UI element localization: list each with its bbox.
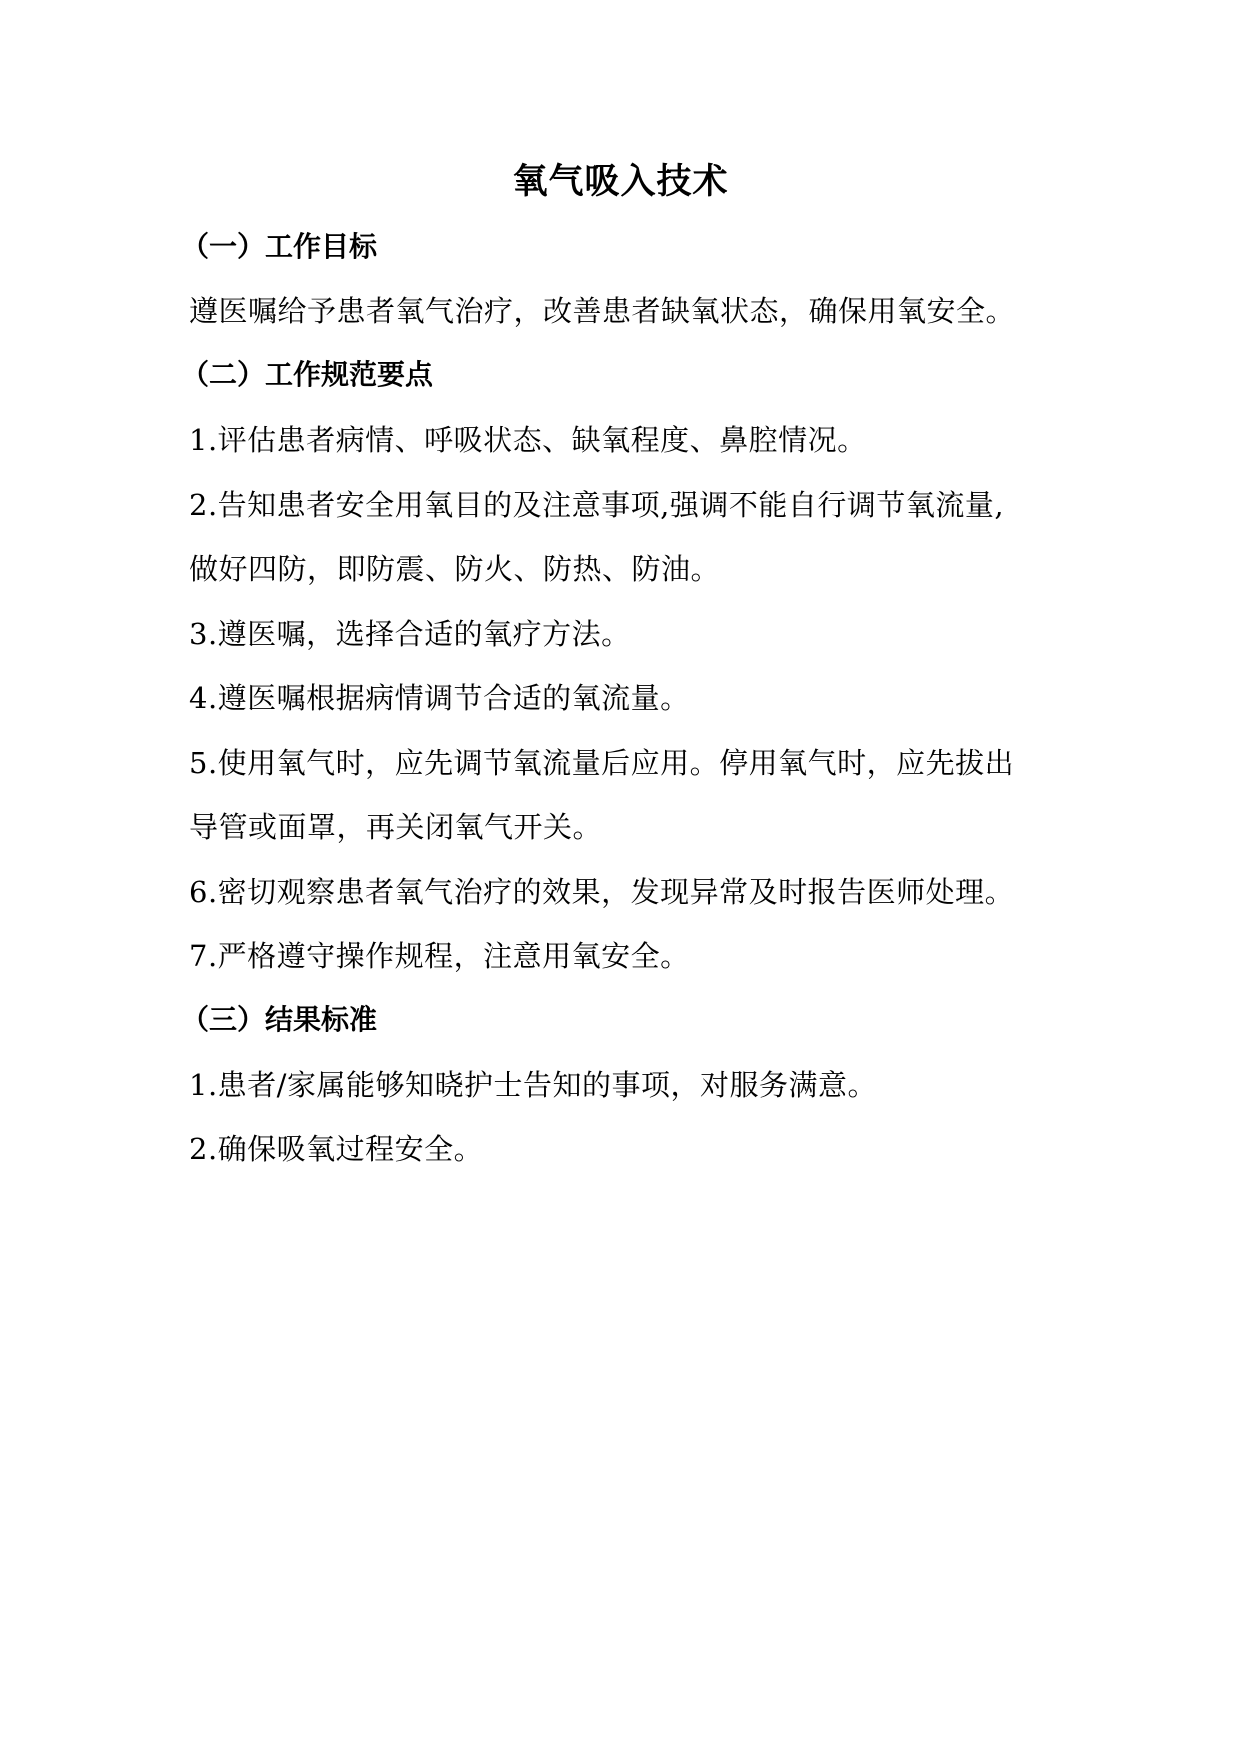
result-line: 1.患者/家属能够知晓护士告知的事项，对服务满意。 [189, 1068, 877, 1102]
key-point-line: 做好四防，即防震、防火、防热、防油。 [189, 552, 721, 586]
key-point-line: 导管或面罩，再关闭氧气开关。 [189, 810, 603, 844]
section-heading-goals: （一）工作目标 [181, 230, 378, 263]
result-line: 2.确保吸氧过程安全。 [189, 1132, 484, 1166]
key-point-line: 1.评估患者病情、呼吸状态、缺氧程度、鼻腔情况。 [189, 423, 867, 457]
section-heading-key-points: （二）工作规范要点 [181, 358, 434, 391]
key-point-line: 3.遵医嘱，选择合适的氧疗方法。 [189, 617, 631, 651]
section-heading-result-standard: （三）结果标准 [181, 1003, 378, 1036]
key-point-line: 5.使用氧气时，应先调节氧流量后应用。停用氧气时，应先拔出 [189, 746, 1015, 780]
key-point-line: 7.严格遵守操作规程，注意用氧安全。 [189, 939, 690, 973]
goals-text: 遵医嘱给予患者氧气治疗，改善患者缺氧状态，确保用氧安全。 [189, 294, 1016, 328]
document-title: 氧气吸入技术 [512, 162, 729, 202]
key-point-line: 6.密切观察患者氧气治疗的效果，发现异常及时报告医师处理。 [189, 875, 1015, 909]
key-point-line: 2.告知患者安全用氧目的及注意事项,强调不能自行调节氧流量, [189, 488, 1005, 522]
key-point-line: 4.遵医嘱根据病情调节合适的氧流量。 [189, 681, 690, 715]
